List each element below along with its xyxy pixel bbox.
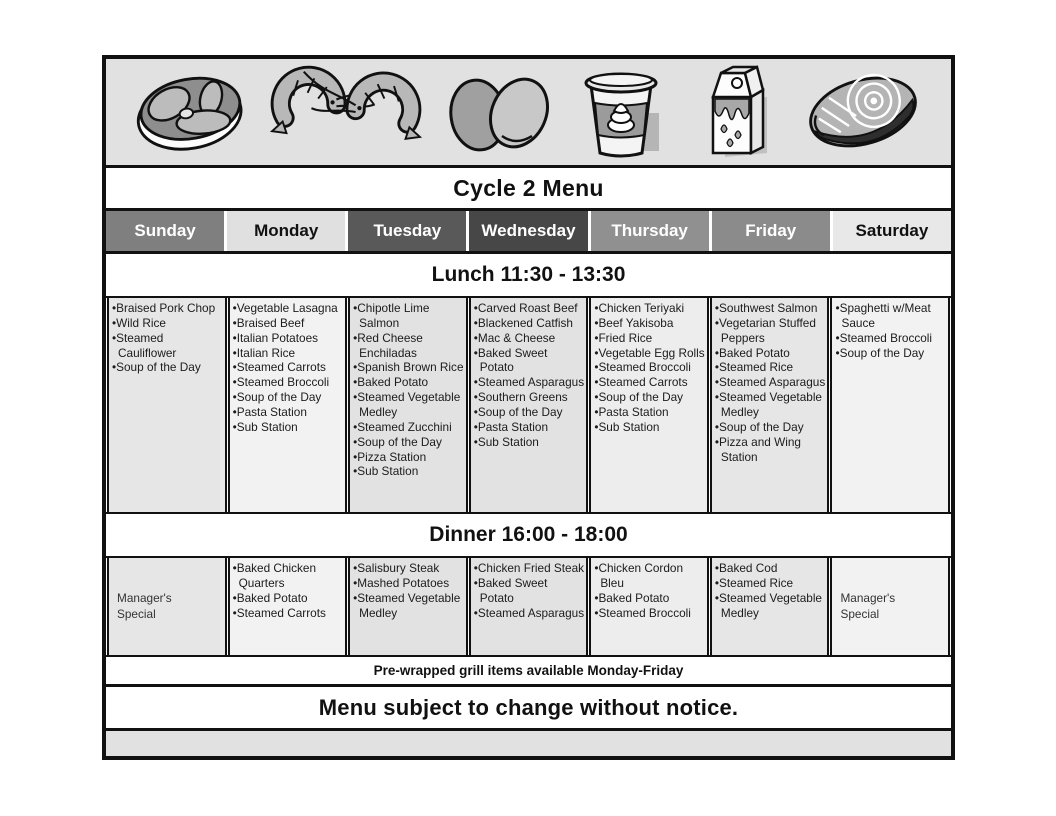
lunch-item: •Vegetable Egg Rolls [594,345,705,360]
dinner-item: •Chicken Fried Steak [473,561,585,575]
lunch-cell-wednesday [469,298,589,512]
lunch-item: •Soup of the Day [473,405,563,420]
lunch-item: •Steamed Zucchini [353,419,452,434]
day-header-tuesday: Tuesday [348,211,466,251]
lunch-item: •Wild Rice [112,315,166,330]
dinner-item: •Steamed Vegetable Medley [714,590,822,620]
dinner-cell-tuesday [348,558,468,655]
food-icon-banner [106,59,951,168]
lunch-item: •Soup of the Day [232,390,322,405]
lunch-item: •Mac & Cheese [473,330,556,345]
dinner-item: •Salisbury Steak [353,561,440,575]
lunch-item: •Sub Station [473,434,539,449]
day-header-saturday: Saturday [833,211,951,251]
lunch-item: •Southern Greens [473,390,568,405]
lunch-item: •Steamed Vegetable Medley [353,390,461,420]
milk-carton-icon [685,63,781,161]
menu-title: Cycle 2 Menu [106,168,951,211]
lunch-item: •Steamed Broccoli [232,375,330,390]
lunch-item: •Baked Potato [353,375,429,390]
lunch-item: •Italian Rice [232,345,296,360]
day-header-row [106,211,951,254]
lunch-item: •Spanish Brown Rice [353,360,464,375]
lunch-item: •Braised Beef [232,315,305,330]
lunch-item: •Fried Rice [594,330,653,345]
dinner-cell-monday [228,558,348,655]
lunch-cell-thursday [589,298,709,512]
dinner-cell-thursday [589,558,709,655]
lunch-item: •Soup of the Day [112,360,201,375]
dinner-cell-friday [710,558,830,655]
day-header-thursday: Thursday [591,211,709,251]
dinner-item: •Baked Sweet Potato [473,575,548,605]
grill-note: Pre-wrapped grill items available Monday-Friday [106,657,951,687]
dinner-row [106,556,951,657]
lunch-item: •Steamed Rice [714,360,794,375]
lunch-item: •Braised Pork Chop [112,301,216,315]
lunch-item: •Beef Yakisoba [594,315,674,330]
lunch-item: •Soup of the Day [714,419,804,434]
lunch-cell-tuesday [348,298,468,512]
day-header-friday: Friday [712,211,830,251]
lunch-item: •Soup of the Day [353,434,442,449]
lunch-item: •Steamed Carrots [232,360,326,375]
dinner-cell-sunday [107,558,227,655]
dinner-item: •Steamed Vegetable Medley [353,590,461,620]
day-header-wednesday: Wednesday [469,211,587,251]
lunch-item: •Italian Potatoes [232,330,319,345]
shrimp-icon [266,64,426,160]
lunch-cell-friday [710,298,830,512]
day-header-monday: Monday [227,211,345,251]
lunch-item: •Sub Station [594,419,660,434]
lunch-item: •Pasta Station [232,405,307,420]
lunch-item: •Pizza and Wing Station [714,434,801,464]
dinner-cell-wednesday [469,558,589,655]
lunch-section-header: Lunch 11:30 - 13:30 [106,254,951,296]
change-notice: Menu subject to change without notice. [106,687,951,731]
menu-table [102,55,955,760]
lunch-item: •Soup of the Day [594,390,684,405]
lunch-item: •Baked Potato [714,345,790,360]
lunch-item: •Steamed Broccoli [594,360,691,375]
dinner-item: •Mashed Potatoes [353,575,450,590]
dinner-item: •Baked Cod [714,561,778,575]
salmon-steak-icon [793,64,933,160]
dinner-item: •Steamed Carrots [232,605,326,620]
lunch-item: •Steamed Broccoli [835,330,933,345]
yogurt-cup-icon [569,63,673,161]
lunch-item: •Steamed Asparagus [473,375,585,390]
dinner-plain-text: Manager's Special [117,591,172,621]
lunch-item: •Red Cheese Enchiladas [353,330,423,360]
dinner-plain-text: Manager's Special [840,591,896,621]
lunch-item: •Sub Station [232,419,298,434]
lunch-item: •Southwest Salmon [714,301,818,315]
dinner-item: •Chicken Cordon Bleu [594,561,684,590]
lunch-item: •Chicken Teriyaki [594,301,685,315]
dinner-item: •Baked Potato [232,590,308,605]
dinner-item: •Steamed Broccoli [594,605,691,620]
lunch-item: •Carved Roast Beef [473,301,578,315]
lunch-item: •Steamed Cauliflower [112,330,177,360]
eggs-icon [438,66,556,158]
lunch-item: •Soup of the Day [835,345,925,360]
lunch-item: •Vegetarian Stuffed Peppers [714,315,816,345]
lunch-item: •Steamed Carrots [594,375,688,390]
lunch-item: •Baked Sweet Potato [473,345,548,375]
lunch-item: •Vegetable Lasagna [232,301,338,315]
dinner-item: •Steamed Rice [714,575,794,590]
lunch-item: •Pasta Station [473,419,549,434]
dinner-cell-saturday [830,558,950,655]
day-header-sunday: Sunday [106,211,224,251]
lunch-item: •Chipotle Lime Salmon [353,301,430,330]
dinner-section-header: Dinner 16:00 - 18:00 [106,514,951,556]
lunch-cell-saturday [830,298,950,512]
lunch-item: •Sub Station [353,464,419,479]
lunch-item: •Steamed Asparagus [714,375,826,390]
bottom-spacer-row [106,731,951,756]
dinner-item: •Baked Potato [594,590,670,605]
lunch-item: •Steamed Vegetable Medley [714,390,822,420]
dinner-item: •Baked Chicken Quarters [232,561,317,590]
lunch-item: •Pasta Station [594,405,669,420]
dinner-item: •Steamed Asparagus [473,605,585,620]
lunch-item: •Blackened Catfish [473,315,573,330]
lunch-item: •Spaghetti w/Meat Sauce [835,301,931,330]
lunch-row [106,296,951,514]
steak-icon [124,64,254,160]
lunch-cell-sunday [107,298,227,512]
lunch-cell-monday [228,298,348,512]
lunch-item: •Pizza Station [353,449,427,464]
